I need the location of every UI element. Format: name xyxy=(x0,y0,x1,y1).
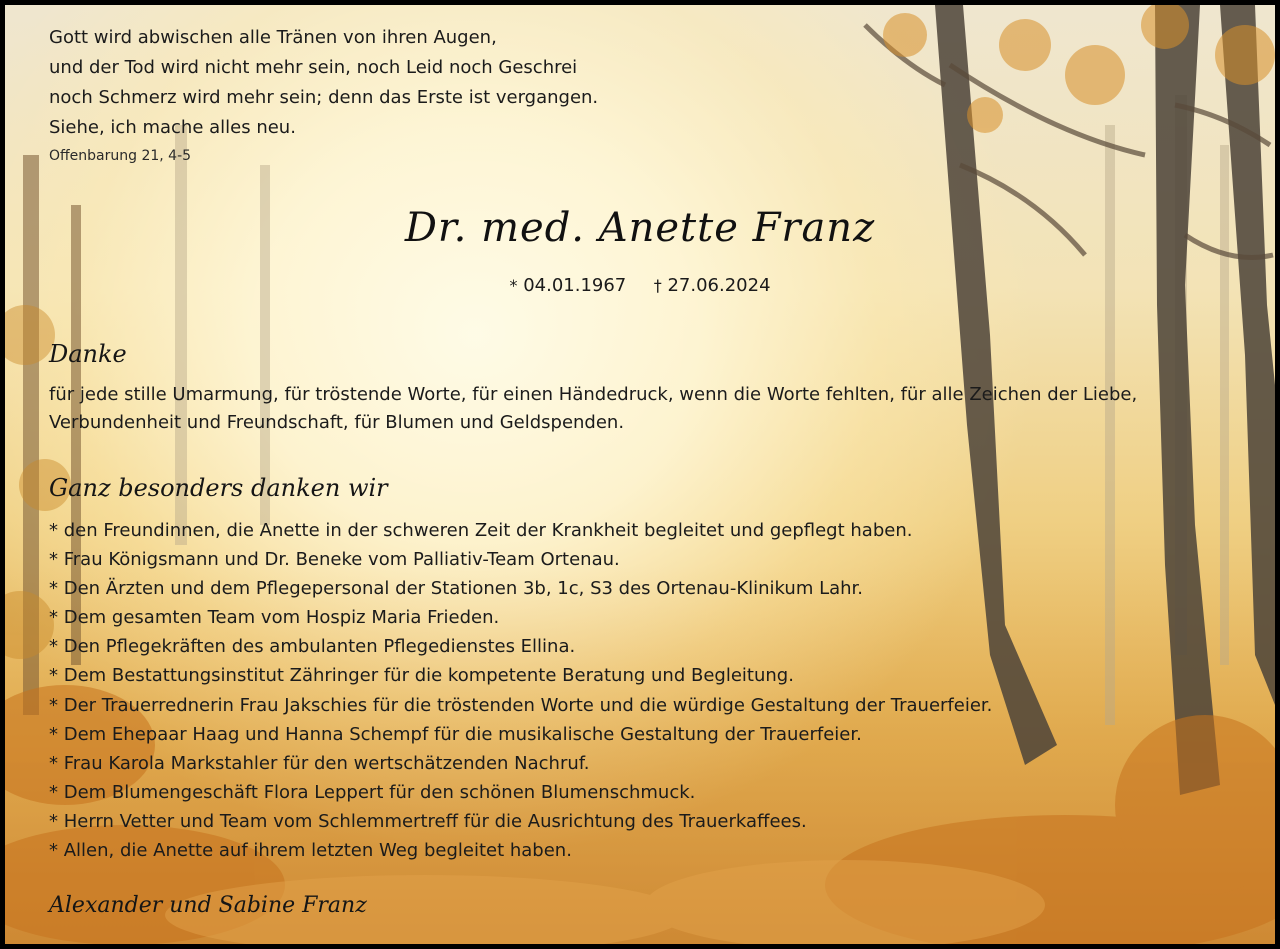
list-item: * Allen, die Anette auf ihrem letzten Weg begleitet haben. xyxy=(49,840,572,862)
list-item: * Frau Königsmann und Dr. Beneke vom Palliativ-Team Ortenau. xyxy=(49,549,620,571)
deceased-name-row xyxy=(5,205,1275,251)
verse-reference: Offenbarung 21, 4-5 xyxy=(49,148,192,164)
signature: Alexander und Sabine Franz xyxy=(49,893,367,918)
list-item: * Dem Blumengeschäft Flora Leppert für den schönen Blumenschmuck. xyxy=(49,781,696,803)
list-item: * Dem gesamten Team vom Hospiz Maria Frieden. xyxy=(49,607,500,629)
verse-line: noch Schmerz wird mehr sein; denn das Erste ist vergangen. xyxy=(49,87,599,108)
list-item: * den Freundinnen, die Anette in der schweren Zeit der Krankheit begleitet und gepflegt haben. xyxy=(49,520,913,541)
special-thanks-heading: Ganz besonders danken wir xyxy=(49,474,388,502)
verse-line: Gott wird abwischen alle Tränen von ihren Augen, xyxy=(49,27,497,48)
list-item: * Den Ärzten und dem Pflegepersonal der Stationen 3b, 1c, S3 des Ortenau-Klinikum Lahr. xyxy=(49,578,864,600)
thanks-heading: Danke xyxy=(49,340,127,368)
death-cross-icon: † xyxy=(653,276,662,295)
death-date: 27.06.2024 xyxy=(667,275,771,296)
list-item: * Dem Bestattungsinstitut Zähringer für die kompetente Beratung und Begleitung. xyxy=(49,665,794,687)
birth-date: 04.01.1967 xyxy=(523,275,627,296)
list-item: * Dem Ehepaar Haag und Hanna Schempf für die musikalische Gestaltung der Trauerfeier. xyxy=(49,723,862,745)
obituary-card xyxy=(5,5,1275,944)
list-item: * Der Trauerrednerin Frau Jakschies für die tröstenden Worte und die würdige Gestaltung der Trauerfeier. xyxy=(49,694,993,716)
verse-line: und der Tod wird nicht mehr sein, noch Leid noch Geschrei xyxy=(49,57,578,78)
life-dates xyxy=(5,275,1275,296)
list-item: * Herrn Vetter und Team vom Schlemmertreff für die Ausrichtung des Trauerkaffees. xyxy=(49,810,807,832)
list-item: * Den Pflegekräften des ambulanten Pflegedienstes Ellina. xyxy=(49,636,576,658)
list-item: * Frau Karola Markstahler für den wertschätzenden Nachruf. xyxy=(49,752,590,774)
special-thanks-list xyxy=(49,516,992,865)
verse-line: Siehe, ich mache alles neu. xyxy=(49,117,296,138)
bible-verse xyxy=(49,23,598,143)
deceased-name: Dr. med. Anette Franz xyxy=(404,205,876,251)
obituary-content xyxy=(5,5,1275,944)
birth-star-icon: * xyxy=(509,276,518,295)
thanks-text: für jede stille Umarmung, für tröstende Worte, für einen Händedruck, wenn die Worte fehlten, für alle Zeichen der Liebe, Verbundenheit und Freundschaft, für Blumen und Geldspenden. xyxy=(49,384,1138,433)
